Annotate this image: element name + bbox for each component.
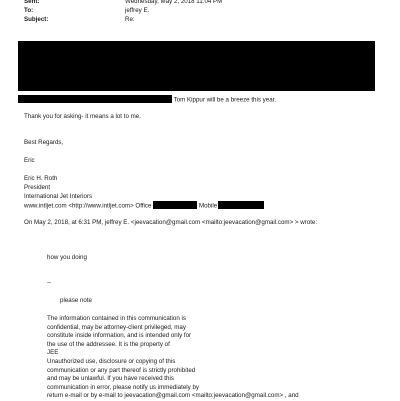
signature-company: International Jet Interiors (24, 193, 93, 200)
sent-label: Sent: (24, 0, 40, 5)
signature-web-office: www.intljet.com <http://www.intljet.com> Office (24, 202, 152, 210)
to-value: jeffrey E. (125, 7, 150, 14)
sent-value: Wednesday, May 2, 2018 11:04 PM (125, 0, 223, 5)
disclaimer-line: communication or any part thereof is strictly prohibited (47, 366, 196, 374)
disclaimer-line: the use of the addressee. It is the property of (47, 340, 170, 348)
disclaimer-line: Unauthorized use, disclosure or copying of this (47, 357, 176, 365)
subject-label: Subject: (24, 16, 49, 23)
quoted-please-note: please note (60, 297, 92, 304)
office-phone-redaction (153, 201, 197, 209)
quoted-disclaimer (47, 315, 337, 401)
redaction-block (18, 41, 375, 91)
quoted-greeting: how you doing (47, 254, 87, 261)
disclaimer-line: The information contained in this communication is (47, 315, 186, 322)
mobile-phone-redaction (218, 201, 264, 209)
closing-line: Best Regards, (24, 139, 64, 146)
signature-name: Eric H. Roth (24, 175, 58, 182)
first-name-line: Eric (24, 157, 35, 164)
to-label: To: (24, 7, 34, 14)
disclaimer-line: constitute inside information, and is intended only for (47, 332, 192, 340)
signature-contact-line (24, 201, 264, 211)
signature-title: President (24, 184, 51, 191)
to-row (24, 7, 149, 16)
inline-redaction (18, 95, 172, 103)
quoted-attribution: On May 2, 2018, at 6:31 PM, jeffrey E. <jeevacation@gmail.com <mailto:jeevacation@gmail.com> > wrote: (24, 219, 318, 226)
thanks-line: Thank you for asking- it means a lot to me. (24, 113, 141, 120)
kippur-line (18, 95, 276, 105)
subject-value: Re: (125, 16, 135, 23)
signature-mobile-label: Mobile (198, 202, 218, 210)
subject-row (24, 16, 135, 25)
disclaimer-line: return e-mail or by e-mail to jeevacation@gmail.com <mailto:jeevacation@gmail.com> , and (47, 392, 299, 400)
disclaimer-line: and may be unlawful. If you have received this (47, 375, 174, 383)
quoted-separator: -- (47, 279, 52, 286)
disclaimer-line: communication in error, please notify us immediately by (47, 383, 200, 391)
disclaimer-line: JEE (47, 349, 59, 357)
kippur-text: Tom Kippur will be a breeze this year. (173, 96, 277, 104)
disclaimer-line: confidential, may be attorney-client privileged, may (47, 323, 186, 331)
sent-row (24, 0, 222, 7)
